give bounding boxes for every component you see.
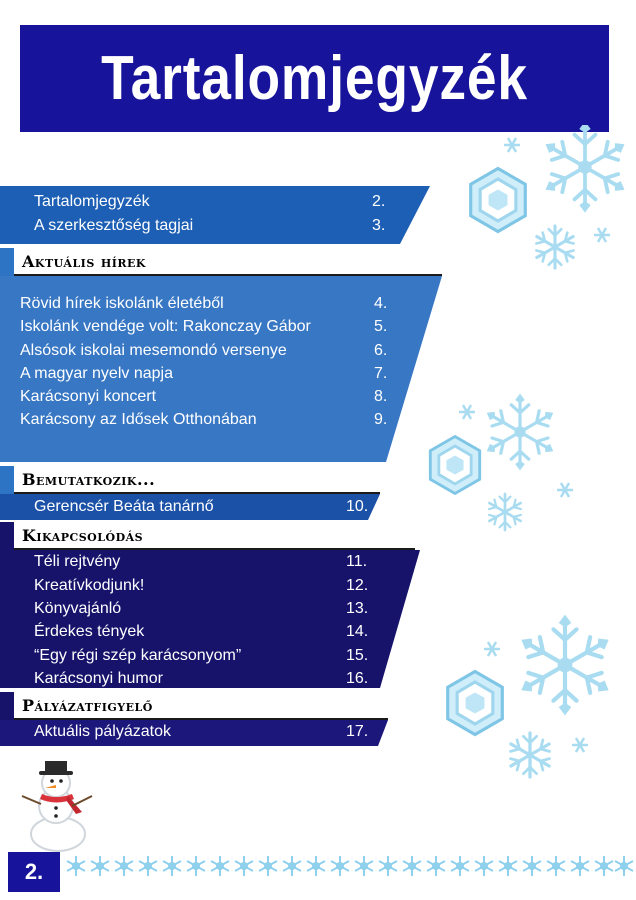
toc-entry-page: 6. bbox=[374, 342, 388, 359]
snowflake-cluster-middle-icon bbox=[415, 390, 595, 540]
toc-entry-page: 9. bbox=[374, 411, 388, 428]
snowflake-cluster-bottom-icon bbox=[430, 615, 630, 785]
toc-entry-label[interactable]: Aktuális pályázatok bbox=[34, 723, 171, 740]
toc-entry-page: 2. bbox=[372, 193, 386, 210]
toc-entry-page: 17. bbox=[346, 723, 369, 740]
toc-entry-label[interactable]: A szerkesztőség tagjai bbox=[34, 217, 194, 234]
toc-entry-label[interactable]: Alsósok iskolai mesemondó versenye bbox=[20, 342, 287, 359]
toc-entry-page: 4. bbox=[374, 295, 388, 312]
page-number: 2. bbox=[8, 852, 60, 892]
snowflake-border-icon bbox=[64, 852, 636, 880]
toc-entry-label[interactable]: Téli rejtvény bbox=[34, 553, 121, 570]
toc-entry-label[interactable]: “Egy régi szép karácsonyom” bbox=[34, 647, 242, 664]
title-banner bbox=[20, 25, 609, 132]
toc-entry-label[interactable]: Karácsony az Idősek Otthonában bbox=[20, 411, 257, 428]
toc-entry-label[interactable]: Tartalomjegyzék bbox=[34, 193, 150, 210]
section-title: Kikapcsolódás bbox=[22, 526, 144, 545]
toc-entry-label[interactable]: Rövid hírek iskolánk életéből bbox=[20, 295, 224, 312]
toc-entry-page: 12. bbox=[346, 577, 369, 594]
toc-entry-page: 7. bbox=[374, 365, 388, 382]
section-title: Pályázatfigyelő bbox=[22, 696, 153, 715]
section-header bbox=[0, 522, 415, 550]
section-header bbox=[0, 466, 380, 494]
snowflake-cluster-top-icon bbox=[450, 125, 636, 285]
section-title: Bemutatkozik... bbox=[22, 470, 156, 489]
snowman-icon bbox=[12, 758, 102, 853]
section-header bbox=[0, 692, 388, 720]
toc-entry-label[interactable]: Könyvajánló bbox=[34, 600, 122, 617]
toc-entry-page: 8. bbox=[374, 388, 388, 405]
section-header bbox=[0, 248, 442, 276]
toc-entry-page: 16. bbox=[346, 670, 369, 687]
toc-entry-page: 11. bbox=[346, 553, 368, 570]
page-title: Tartalomjegyzék bbox=[101, 44, 528, 113]
toc-entry-label[interactable]: Érdekes tények bbox=[34, 623, 145, 640]
toc-entry-page: 13. bbox=[346, 600, 369, 617]
toc-entry-label[interactable]: Karácsonyi humor bbox=[34, 670, 163, 687]
toc-entry-page: 14. bbox=[346, 623, 369, 640]
toc-entry-label[interactable]: Gerencsér Beáta tanárnő bbox=[34, 498, 214, 515]
toc-entry-page: 10. bbox=[346, 498, 369, 515]
toc-entry-label[interactable]: Karácsonyi koncert bbox=[20, 388, 157, 405]
toc-entry-page: 3. bbox=[372, 217, 386, 234]
toc-entry-page: 15. bbox=[346, 647, 369, 664]
toc-entry-label[interactable]: Iskolánk vendége volt: Rakonczay Gábor bbox=[20, 318, 311, 335]
toc-entry-label[interactable]: A magyar nyelv napja bbox=[20, 365, 173, 382]
toc-entry-page: 5. bbox=[374, 318, 388, 335]
section-title: Aktuális hírek bbox=[22, 252, 146, 271]
toc-entry-label[interactable]: Kreatívkodjunk! bbox=[34, 577, 145, 594]
